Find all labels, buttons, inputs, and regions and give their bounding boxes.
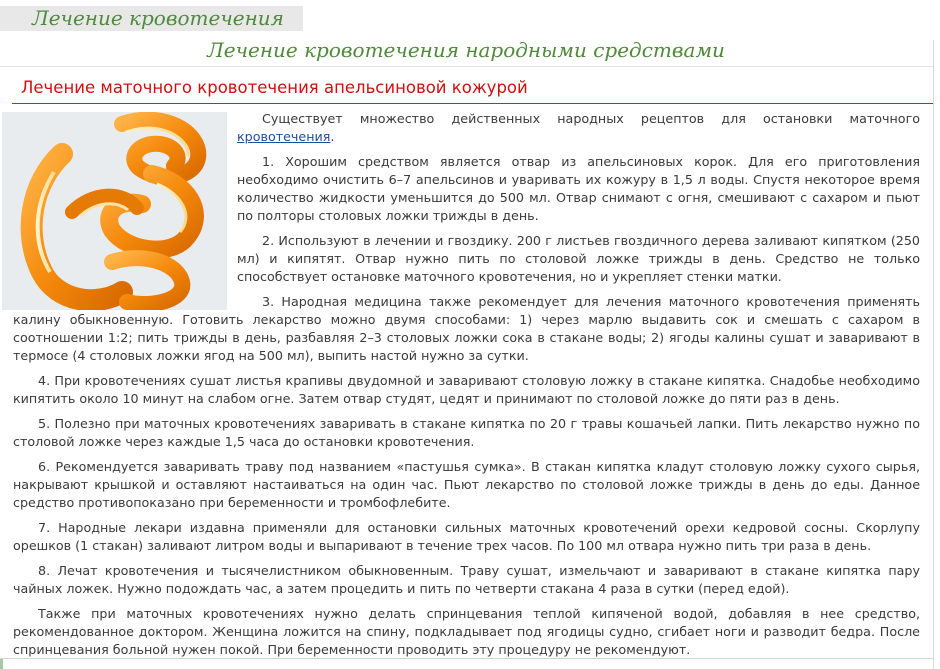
content-border-right — [933, 40, 934, 669]
recipe-paragraph-2: 2. Используют в лечении и гвоздику. 200 г листьев гвоздичного дерева заливают кипятком (250 мл) и кипятят. Отвар нужно пить по столовой ложке трижды в день. Средство не только способствует остановке маточного кровотечения, но и укрепляет стенки матки. — [237, 233, 920, 284]
image-float-spacer — [13, 110, 235, 308]
recipe-paragraph-6: 6. Рекомендуется заваривать траву под названием «пастушья сумка». В стакан кипятка кладут столовую ложку сухого сырья, накрывают крышкой и оставляют настаиваться на один час. Пьют лекарство по столовой ложке трижды в день до еды. Данное средство противопоказано при беременности и тромбофлебите. — [13, 459, 920, 510]
recipe-paragraph-7: 7. Народные лекари издавна применяли для остановки сильных маточных кровотечений орехи кедровой сосны. Скорлупу орешков (1 стакан) заливают литром воды и выпаривают в течение трех часов. По 100 мл отвара нужно пить три раза в день. — [13, 520, 920, 553]
bleeding-link[interactable]: кровотечения — [237, 129, 331, 144]
heading-underline — [12, 103, 933, 104]
recipe-paragraph-5: 5. Полезно при маточных кровотечениях заваривать в стакане кипятка по 20 г травы кошачьей лапки. Пить лекарство нужно по столовой ложке через каждые 1,5 часа до остановки кровотечения. — [13, 416, 920, 449]
article-heading: Лечение маточного кровотечения апельсиновой кожурой — [21, 78, 528, 97]
recipe-paragraph-4: 4. При кровотечениях сушат листья крапивы двудомной и заваривают столовую ложку в стакане кипятка. Снадобье необходимо кипятить около 10 минут на слабом огне. Затем отвар студят, цедят и принимают по столовой ложке до пяти раз в день. — [13, 373, 920, 406]
site-title[interactable]: Лечение кровотечения — [32, 6, 284, 30]
footer-corner — [0, 659, 3, 669]
page-subtitle: Лечение кровотечения народными средствами — [207, 38, 725, 62]
header-divider — [0, 66, 933, 67]
article-body — [13, 110, 920, 666]
recipe-paragraph-1: 1. Хорошим средством является отвар из апельсиновых корок. Для его приготовления необходимо очистить 6–7 апельсинов и уваривать их кожуру в 1,5 л воды. Спустя некоторое время количество жидкости уменьшится до 500 мл. Отвар снимают с огня, смешивают с сахаром и пьют по полторы столовых ложки трижды в день. — [237, 154, 920, 223]
douching-paragraph: Также при маточных кровотечениях нужно делать спринцевания теплой кипяченой водой, добавляя в нее средство, рекомендованное доктором. Женщина ложится на спину, подкладывает под ягодицы судно, сгибает ноги и разводит бедра. После спринцевания больной нужен покой. При беременности проводить эту процедуру не рекомендуют. — [13, 606, 920, 657]
intro-text: Существует множество действенных народных рецептов для остановки маточного — [262, 111, 920, 126]
recipe-paragraph-3: 3. Народная медицина также рекомендует для лечения маточного кровотечения применять калину обыкновенную. Готовить лекарство можно двумя способами: 1) через марлю выдавить сок и смешать с сахаром в соотношении 1:2; пить трижды в день, разбавляя 2–3 столовых ложки сока в стакане воды; 2) ягоды калины сушат и заваривают в термосе (4 столовых ложки ягод на 500 мл), выпить настой нужно за сутки. — [13, 294, 920, 363]
recipe-paragraph-8: 8. Лечат кровотечения и тысячелистником обыкновенным. Траву сушат, измельчают и заваривают в стакане кипятка пару чайных ложек. Нужно подождать час, а затем процедить и пить по четверти стакана 4 раза в сутки (перед едой). — [13, 563, 920, 596]
footer-divider — [0, 658, 933, 659]
intro-end: . — [330, 129, 335, 144]
